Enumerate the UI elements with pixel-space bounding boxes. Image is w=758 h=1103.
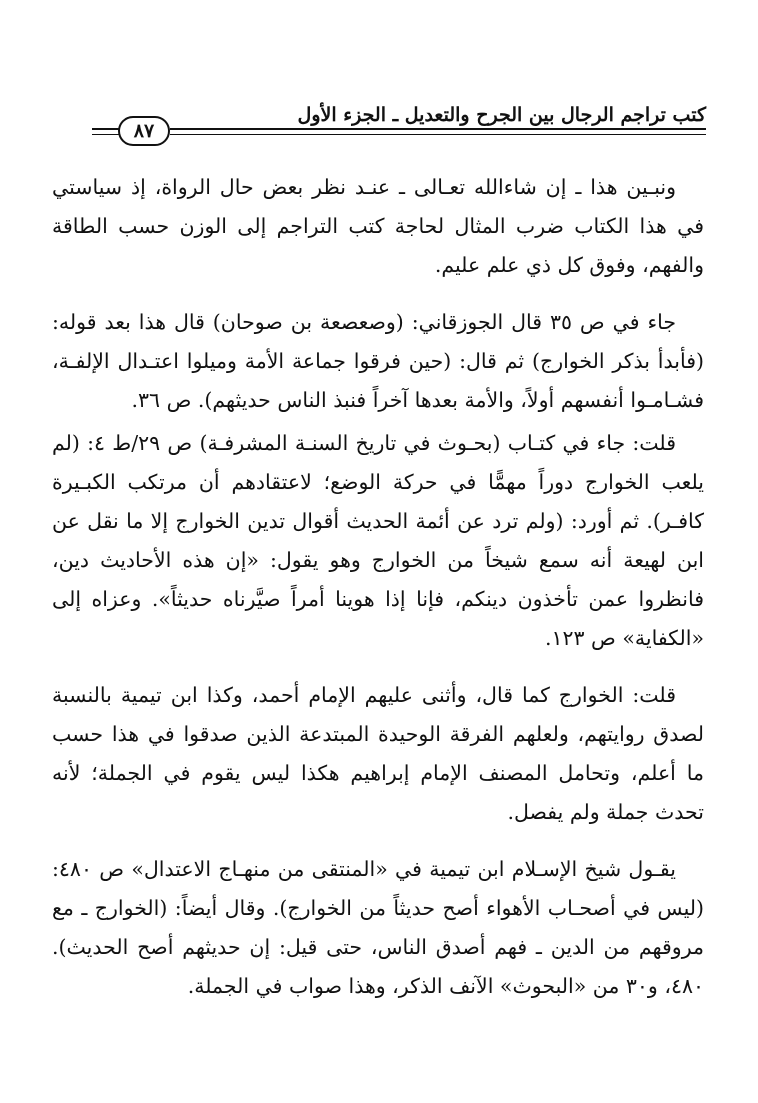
- header-rule: [170, 128, 706, 135]
- paragraph-4: قلت: الخوارج كما قال، وأثنى عليهم الإمام أحمد، وكذا ابن تيمية بالنسبة لصدق روايتهم، ولعلهم الفرقة الوحيدة المبتدعة الذين صدقوا في هذا حسب ما أعلم، وتحامل المصنف الإمام إبراهيم هكذا ليس يقوم في الجملة؛ لأنه تحدث جملة ولم يفصل.: [52, 683, 704, 824]
- paragraph-1: ونبـين هذا ـ إن شاءالله تعـالى ـ عنـد نظر بعض حال الرواة، إذ سياستي في هذا الكتاب ضرب المثال لحاجة كتب التراجم إلى الوزن حسب الطاقة والفهم، وفوق كل ذي علم عليم.: [52, 175, 704, 277]
- page-number-badge: ٨٧: [118, 116, 170, 146]
- running-title: كتب تراجم الرجال بين الجرح والتعديل ـ الجزء الأول: [297, 104, 706, 126]
- paragraph-3: قلت: جاء في كتـاب (بحـوث في تاريخ السنـة المشرفـة) ص ٢٩/ط ٤: (لم يلعب الخوارج دوراً مهمًّا في حركة الوضع؛ لاعتقادهم أن مرتكب الكبـيرة كافـر). ثم أورد: (ولم ترد عن أئمة الحديث أقوال تدين الخوارج إلا ما نقل عن ابن لهيعة أنه سمع شيخاً من الخوارج وهو يقول: «إن هذه الأحاديث دين، فانظروا عمن تأخذون دينكم، فإنا إذا هوينا أمراً صيَّرناه حديثاً». وعزاه إلى «الكفاية» ص ١٢٣.: [52, 431, 704, 650]
- header-rule-left: [92, 128, 120, 135]
- paragraph-2: جاء في ص ٣٥ قال الجوزقاني: (وصعصعة بن صوحان) قال هذا بعد قوله: (فأبدأ بذكر الخوارج) ثم قال: (حين فرقوا جماعة الأمة وميلوا اعتـدال الإلفـة، فشـامـوا أنفسهم أولاً، والأمة بعدها آخراً فنبذ الناس حديثهم). ص ٣٦.: [52, 310, 704, 412]
- paragraph-5: يقـول شيخ الإسـلام ابن تيمية في «المنتقى من منهـاج الاعتدال» ص ٤٨٠: (ليس في أصحـاب الأهواء أصح حديثاً من الخوارج). وقال أيضاً: (الخوارج ـ مع مروقهم من الدين ـ فهم أصدق الناس، حتى قيل: إن حديثهم أصح الحديث). ٤٨٠، و٣٠ من «البحوث» الآنف الذكر، وهذا صواب في الجملة.: [52, 857, 704, 998]
- body-text: [52, 168, 704, 1024]
